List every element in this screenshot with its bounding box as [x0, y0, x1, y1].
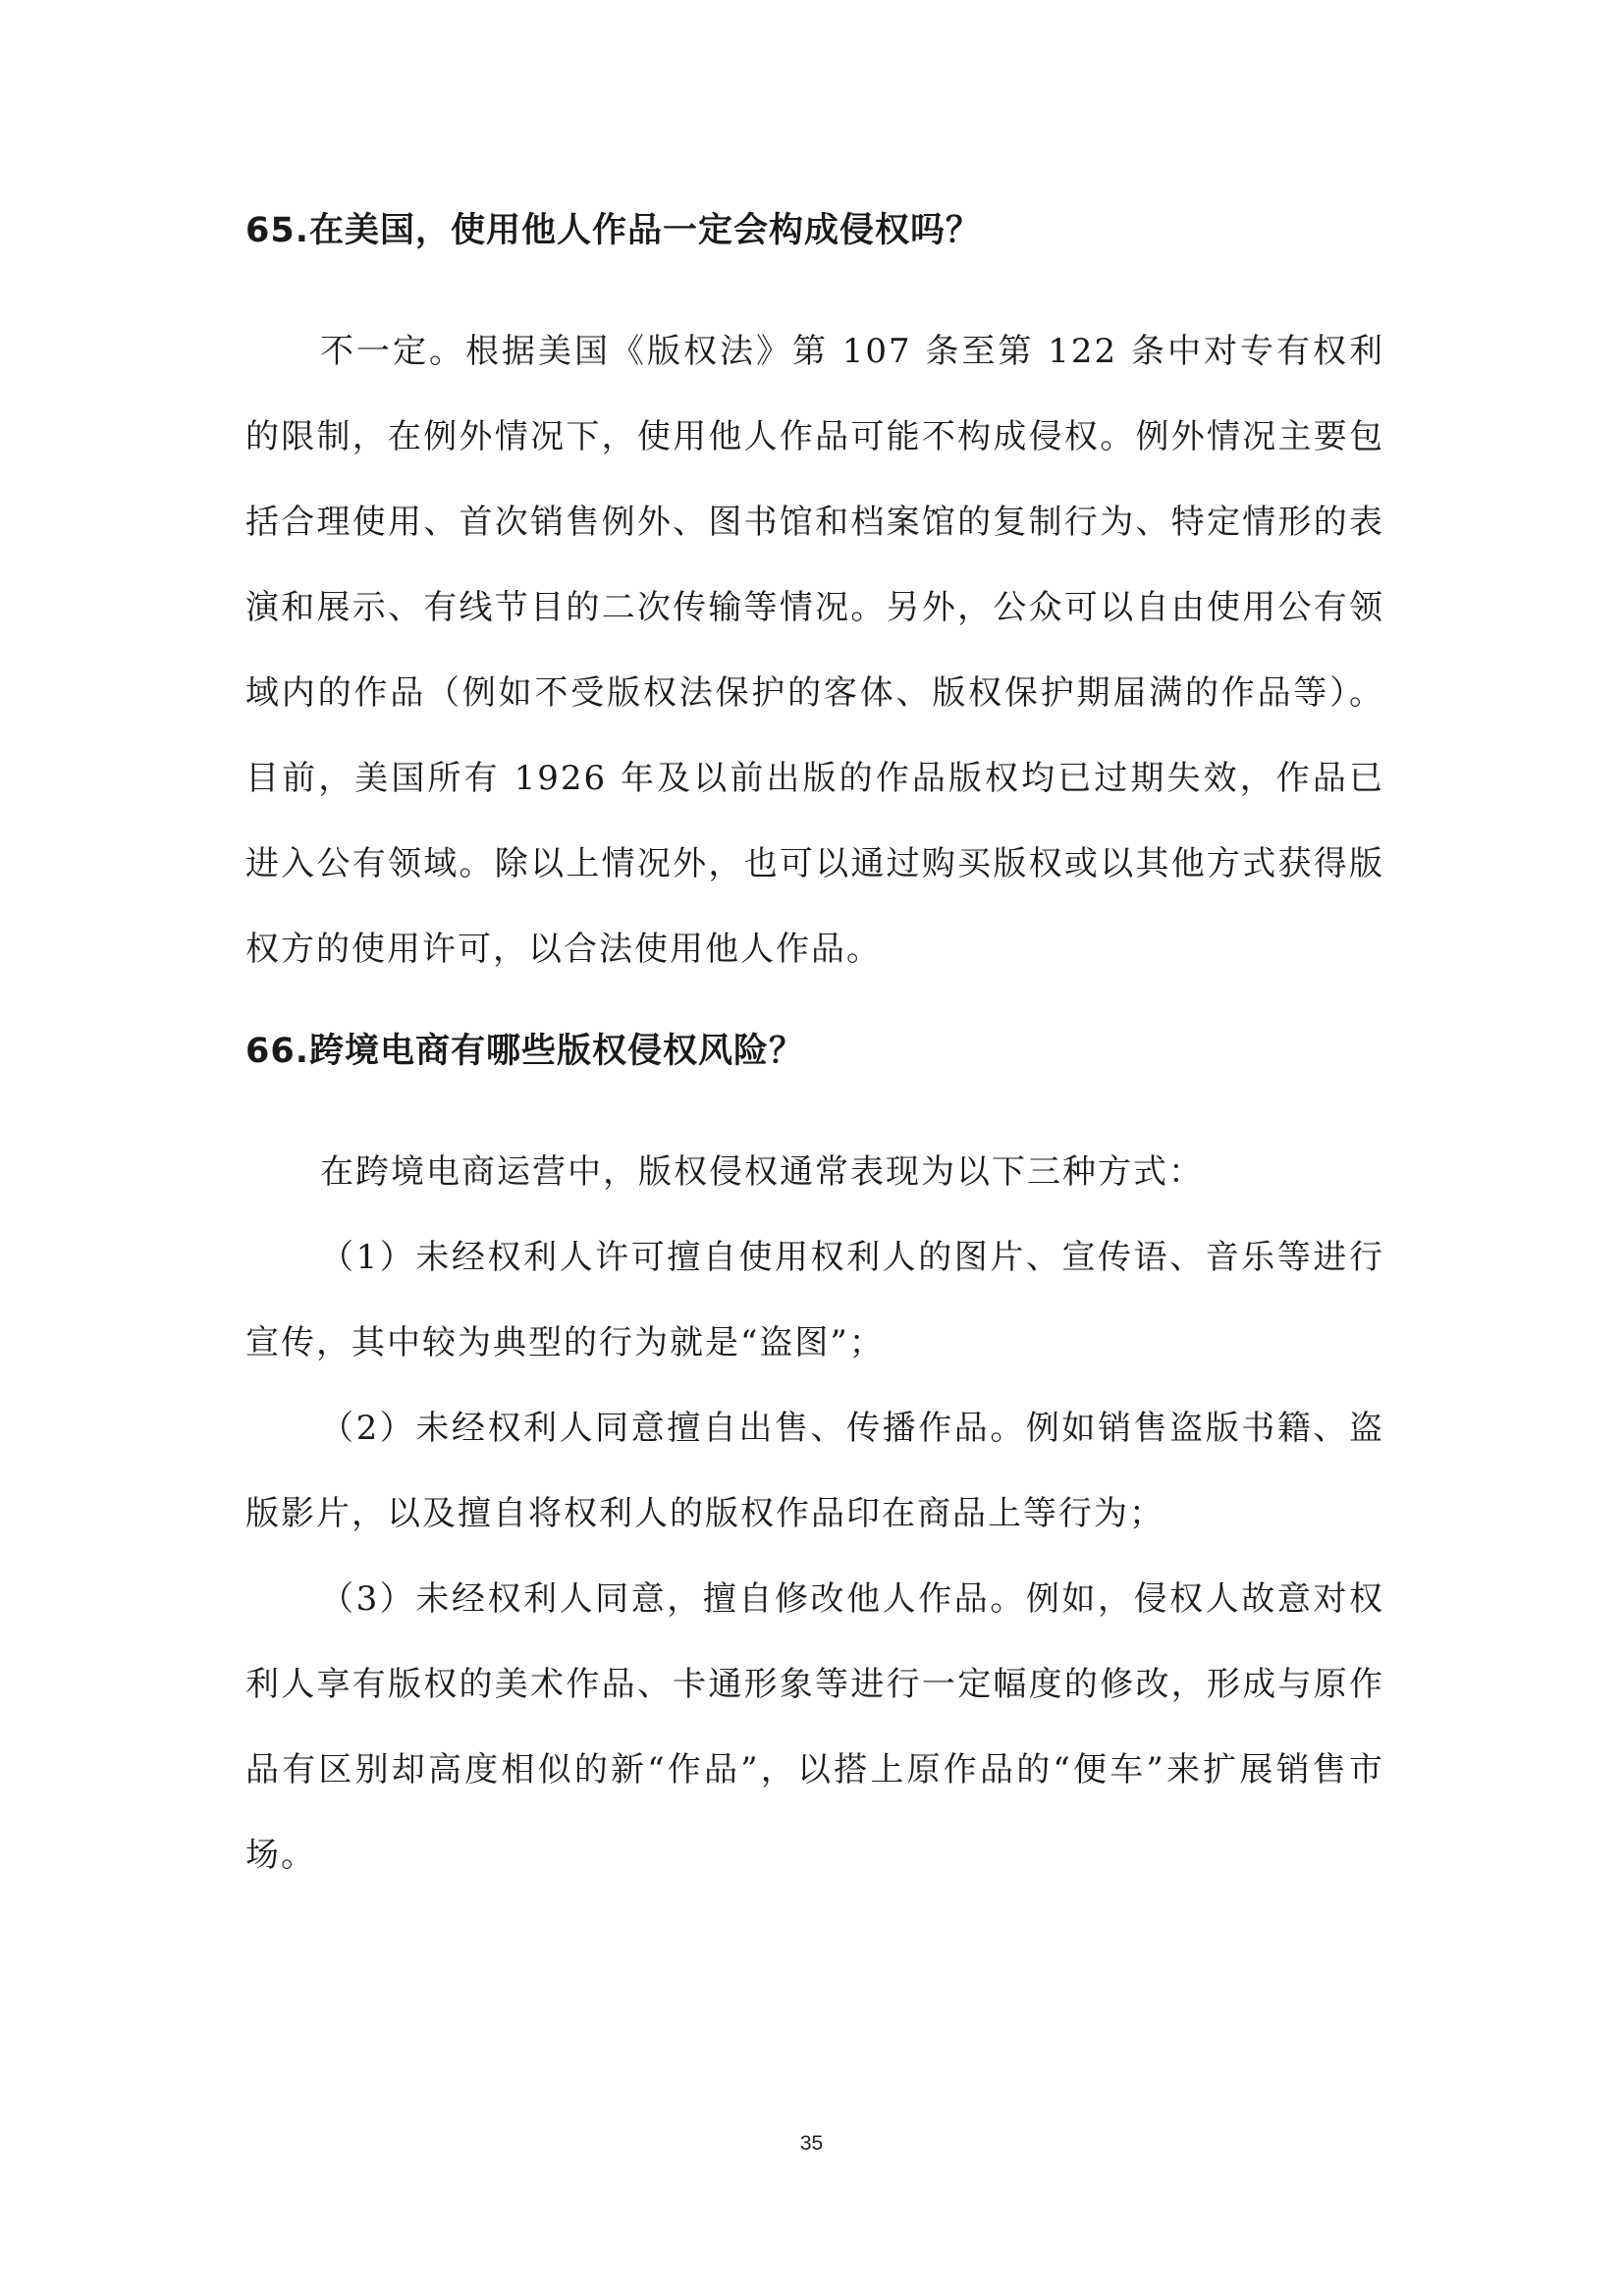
question-65-answer: 不一定。根据美国《版权法》第 107 条至第 122 条中对专有权利的限制，在例外情况下，使用他人作品可能不构成侵权。例外情况主要包括合理使用、首次销售例外、图书馆和档案馆的复制行为、特定情形的表演和展示、有线节目的二次传输等情况。另外，公众可以自由使用公有领域内的作品（例如不受版权法保护的客体、版权保护期届满的作品等）。目前，美国所有 1926 年及以前出版的作品版权均已过期失效，作品已进入公有领域。除以上情况外，也可以通过购买版权或以其他方式获得版权方的使用许可，以合法使用他人作品。	[245, 332, 1384, 969]
question-66-heading: 66.跨境电商有哪些版权侵权风险？	[245, 1032, 805, 1071]
question-66-item-1: （1）未经权利人许可擅自使用权利人的图片、宣传语、音乐等进行宣传，其中较为典型的行为就是“盗图”；	[245, 1238, 1384, 1362]
question-66-item-2: （2）未经权利人同意擅自出售、传播作品。例如销售盗版书籍、盗版影片，以及擅自将权利人的版权作品印在商品上等行为；	[245, 1409, 1384, 1533]
question-66-item-3: （3）未经权利人同意，擅自修改他人作品。例如，侵权人故意对权利人享有版权的美术作品、卡通形象等进行一定幅度的修改，形成与原作品有区别却高度相似的新“作品”，以搭上原作品的“便车”来扩展销售市场。	[245, 1579, 1384, 1875]
question-65-heading: 65.在美国，使用他人作品一定会构成侵权吗？	[245, 211, 982, 250]
question-66-intro: 在跨境电商运营中，版权侵权通常表现为以下三种方式：	[320, 1152, 1204, 1192]
page-number: 35	[799, 2132, 824, 2155]
page-content	[245, 201, 1384, 1898]
